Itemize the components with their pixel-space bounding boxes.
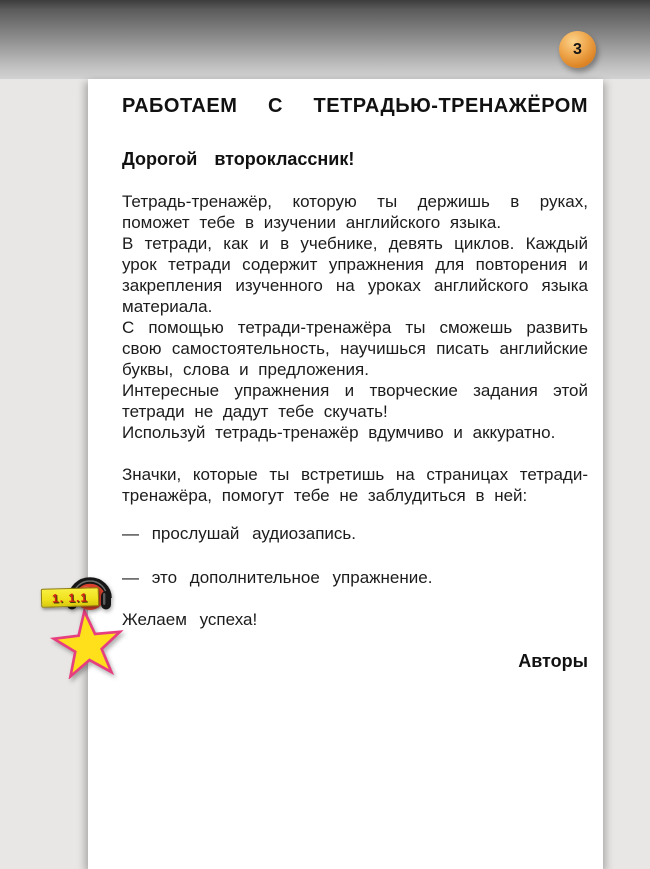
- audio-track-badge: [41, 587, 99, 608]
- legend-item-extra: [122, 567, 588, 588]
- paragraph-2: В тетради, как и в учебнике, девять циклов. Каждый урок тетради содержит упражнения для повторения и закрепления изученного на уроках английского языка материала.: [122, 234, 588, 316]
- page-title: РАБОТАЕМ С ТЕТРАДЬЮ-ТРЕНАЖЁРОМ: [122, 95, 588, 117]
- audio-track-number: 1. 1.1: [51, 590, 89, 605]
- paragraph-1: Тетрадь-тренажёр, которую ты держишь в руках, поможет тебе в изучении английского языка.: [122, 192, 588, 232]
- body-text: [122, 191, 588, 506]
- top-gradient-band: [0, 0, 650, 79]
- paragraph-5: Используй тетрадь-тренажёр вдумчиво и аккуратно.: [122, 423, 556, 442]
- closing-line: Желаем успеха!: [122, 610, 258, 629]
- star-icon: [50, 609, 126, 679]
- page-number: 3: [573, 40, 582, 58]
- legend-intro: Значки, которые ты встретишь на страницах тетради-тренажёра, помогут тебе не заблудиться в ней:: [122, 465, 588, 505]
- legend-extra-text: — это дополнительное упражнение.: [122, 568, 433, 587]
- authors-signature: Авторы: [518, 651, 588, 671]
- page-number-badge: [559, 31, 596, 68]
- paragraph-4: Интересные упражнения и творческие задания этой тетради не дадут тебе скучать!: [122, 381, 588, 421]
- greeting-heading: Дорогой второклассник!: [122, 149, 355, 169]
- legend-audio-text: — прослушай аудиозапись.: [122, 524, 356, 543]
- page-content: [88, 79, 603, 672]
- book-page: [51, 79, 603, 869]
- legend-item-audio: [122, 523, 588, 544]
- paragraph-3: С помощью тетради-тренажёра ты сможешь развить свою самостоятельность, научишься писать английские буквы, слова и предложения.: [122, 318, 588, 379]
